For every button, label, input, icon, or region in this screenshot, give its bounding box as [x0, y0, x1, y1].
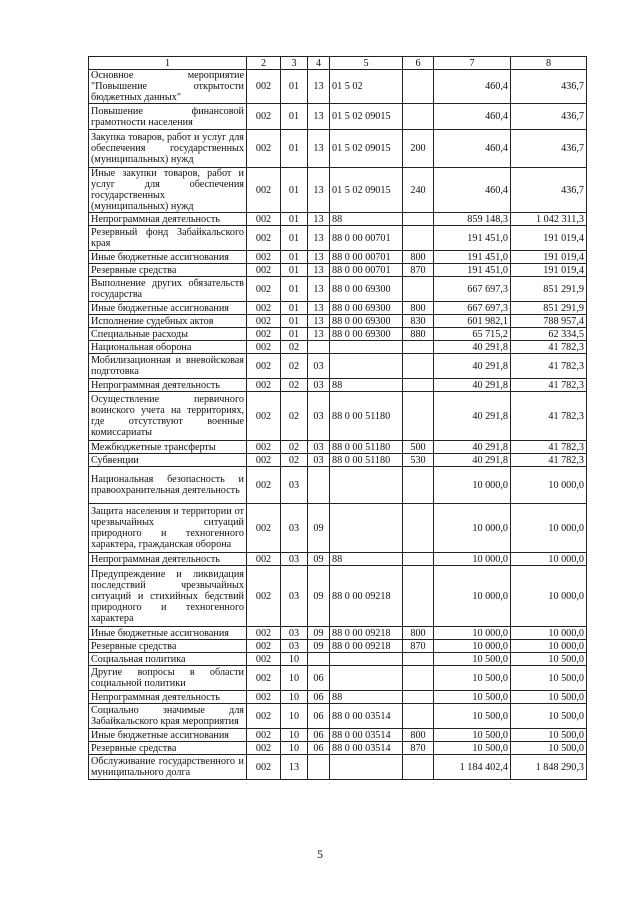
amount-col7: 10 500,0	[434, 653, 511, 666]
item-name: Резервные средства	[89, 742, 247, 755]
code-expense-type	[403, 341, 434, 354]
code-target: 88 0 00 69300	[330, 328, 403, 341]
code-expense-type: 870	[403, 742, 434, 755]
code-target: 88 0 00 09218	[330, 566, 403, 627]
code-admin: 002	[247, 441, 281, 454]
amount-col8: 191 019,4	[511, 251, 587, 264]
item-name: Непрограммная деятельность	[89, 379, 247, 392]
code-admin: 002	[247, 704, 281, 729]
code-target: 88	[330, 553, 403, 566]
amount-col7: 40 291,8	[434, 441, 511, 454]
amount-col7: 40 291,8	[434, 379, 511, 392]
code-target	[330, 467, 403, 504]
amount-col7: 10 000,0	[434, 467, 511, 504]
table-row	[89, 704, 587, 729]
code-subsection: 13	[308, 213, 330, 226]
code-target: 88 0 00 51180	[330, 454, 403, 467]
amount-col7: 65 715,2	[434, 328, 511, 341]
item-name: Иные бюджетные ассигнования	[89, 729, 247, 742]
code-expense-type	[403, 704, 434, 729]
table-row	[89, 640, 587, 653]
code-admin: 002	[247, 755, 281, 780]
code-target: 88 0 00 03514	[330, 704, 403, 729]
amount-col7: 10 500,0	[434, 704, 511, 729]
code-subsection: 06	[308, 691, 330, 704]
code-admin: 002	[247, 213, 281, 226]
code-expense-type	[403, 104, 434, 130]
code-target: 88	[330, 691, 403, 704]
code-subsection	[308, 653, 330, 666]
item-name: Исполнение судебных актов	[89, 315, 247, 328]
code-target: 88 0 00 03514	[330, 742, 403, 755]
code-subsection: 13	[308, 226, 330, 251]
code-expense-type	[403, 666, 434, 691]
amount-col8: 41 782,3	[511, 354, 587, 379]
item-name: Иные бюджетные ассигнования	[89, 627, 247, 640]
item-name: Иные бюджетные ассигнования	[89, 251, 247, 264]
amount-col7: 460,4	[434, 104, 511, 130]
amount-col8: 41 782,3	[511, 341, 587, 354]
amount-col7: 10 000,0	[434, 553, 511, 566]
item-name: Социально значимые для Забайкальского края мероприятия	[89, 704, 247, 729]
code-admin: 002	[247, 666, 281, 691]
column-header: 3	[281, 57, 308, 70]
code-admin: 002	[247, 729, 281, 742]
code-target: 01 5 02 09015	[330, 104, 403, 130]
table-row	[89, 341, 587, 354]
code-section: 01	[281, 70, 308, 104]
code-subsection: 13	[308, 168, 330, 213]
code-section: 10	[281, 691, 308, 704]
code-expense-type: 500	[403, 441, 434, 454]
table-row	[89, 328, 587, 341]
item-name: Основное мероприятие "Повышение открытости бюджетных данных"	[89, 70, 247, 104]
item-name: Повышение финансовой грамотности населения	[89, 104, 247, 130]
code-target: 88 0 00 00701	[330, 264, 403, 277]
amount-col8: 10 000,0	[511, 553, 587, 566]
code-target: 88 0 00 03514	[330, 729, 403, 742]
amount-col8: 10 500,0	[511, 704, 587, 729]
code-section: 03	[281, 467, 308, 504]
code-section: 02	[281, 341, 308, 354]
amount-col8: 10 000,0	[511, 504, 587, 553]
table-row	[89, 742, 587, 755]
code-admin: 002	[247, 553, 281, 566]
code-section: 01	[281, 104, 308, 130]
column-header: 5	[330, 57, 403, 70]
amount-col8: 41 782,3	[511, 441, 587, 454]
code-expense-type	[403, 354, 434, 379]
item-name: Обслуживание государственного и муниципального долга	[89, 755, 247, 780]
code-expense-type: 870	[403, 264, 434, 277]
code-subsection: 13	[308, 328, 330, 341]
code-target: 01 5 02 09015	[330, 168, 403, 213]
amount-col7: 10 000,0	[434, 640, 511, 653]
item-name: Другие вопросы в области социальной политики	[89, 666, 247, 691]
code-admin: 002	[247, 130, 281, 168]
column-header: 7	[434, 57, 511, 70]
item-name: Выполнение других обязательств государства	[89, 277, 247, 302]
code-expense-type	[403, 70, 434, 104]
table-row	[89, 441, 587, 454]
table-row	[89, 302, 587, 315]
code-subsection: 13	[308, 264, 330, 277]
table-row	[89, 379, 587, 392]
amount-col8: 191 019,4	[511, 226, 587, 251]
amount-col8: 10 500,0	[511, 691, 587, 704]
table-row	[89, 264, 587, 277]
code-subsection: 09	[308, 566, 330, 627]
amount-col8: 436,7	[511, 130, 587, 168]
amount-col7: 40 291,8	[434, 454, 511, 467]
item-name: Национальная безопасность и правоохранительная деятельность	[89, 467, 247, 504]
amount-col8: 436,7	[511, 104, 587, 130]
table-row	[89, 553, 587, 566]
page-number: 5	[317, 847, 323, 861]
code-section: 10	[281, 666, 308, 691]
amount-col8: 788 957,4	[511, 315, 587, 328]
code-subsection: 03	[308, 392, 330, 441]
code-expense-type	[403, 691, 434, 704]
item-name: Национальная оборона	[89, 341, 247, 354]
item-name: Резервные средства	[89, 640, 247, 653]
amount-col7: 40 291,8	[434, 354, 511, 379]
code-subsection: 03	[308, 379, 330, 392]
amount-col8: 10 500,0	[511, 742, 587, 755]
code-subsection: 13	[308, 302, 330, 315]
table-body	[89, 70, 587, 780]
code-admin: 002	[247, 653, 281, 666]
code-subsection: 06	[308, 729, 330, 742]
item-name: Иные закупки товаров, работ и услуг для обеспечения государственных (муниципальных) нужд	[89, 168, 247, 213]
code-admin: 002	[247, 315, 281, 328]
amount-col7: 10 500,0	[434, 729, 511, 742]
code-target: 88 0 00 51180	[330, 392, 403, 441]
amount-col7: 460,4	[434, 168, 511, 213]
code-subsection: 13	[308, 251, 330, 264]
code-section: 01	[281, 302, 308, 315]
amount-col8: 10 000,0	[511, 640, 587, 653]
code-admin: 002	[247, 104, 281, 130]
code-admin: 002	[247, 341, 281, 354]
column-header: 6	[403, 57, 434, 70]
amount-col7: 10 000,0	[434, 566, 511, 627]
table-row	[89, 653, 587, 666]
code-section: 02	[281, 354, 308, 379]
code-subsection: 13	[308, 315, 330, 328]
code-section: 02	[281, 441, 308, 454]
code-admin: 002	[247, 454, 281, 467]
table-row	[89, 729, 587, 742]
item-name: Иные бюджетные ассигнования	[89, 302, 247, 315]
code-section: 01	[281, 213, 308, 226]
amount-col8: 41 782,3	[511, 454, 587, 467]
code-subsection: 06	[308, 742, 330, 755]
code-expense-type: 800	[403, 729, 434, 742]
item-name: Непрограммная деятельность	[89, 553, 247, 566]
amount-col7: 10 500,0	[434, 666, 511, 691]
amount-col8: 1 042 311,3	[511, 213, 587, 226]
code-target: 88 0 00 51180	[330, 441, 403, 454]
item-name: Непрограммная деятельность	[89, 213, 247, 226]
code-admin: 002	[247, 354, 281, 379]
code-expense-type: 800	[403, 302, 434, 315]
item-name: Резервный фонд Забайкальского края	[89, 226, 247, 251]
code-expense-type	[403, 553, 434, 566]
code-expense-type	[403, 653, 434, 666]
item-name: Предупреждение и ликвидация последствий чрезвычайных ситуаций и стихийных бедствий природного и техногенного характера	[89, 566, 247, 627]
table-row	[89, 104, 587, 130]
amount-col8: 62 334,5	[511, 328, 587, 341]
amount-col8: 851 291,9	[511, 302, 587, 315]
code-subsection: 13	[308, 130, 330, 168]
code-expense-type	[403, 755, 434, 780]
item-name: Осуществление первичного воинского учета на территориях, где отсутствуют военные комиссариаты	[89, 392, 247, 441]
code-section: 03	[281, 640, 308, 653]
code-subsection	[308, 341, 330, 354]
code-target	[330, 504, 403, 553]
code-section: 03	[281, 504, 308, 553]
code-subsection: 03	[308, 441, 330, 454]
amount-col8: 10 000,0	[511, 566, 587, 627]
code-admin: 002	[247, 277, 281, 302]
table-row	[89, 467, 587, 504]
code-target	[330, 666, 403, 691]
code-section: 02	[281, 379, 308, 392]
amount-col7: 191 451,0	[434, 251, 511, 264]
code-expense-type	[403, 392, 434, 441]
code-subsection: 09	[308, 504, 330, 553]
code-expense-type: 200	[403, 130, 434, 168]
code-section: 10	[281, 653, 308, 666]
code-expense-type	[403, 566, 434, 627]
code-admin: 002	[247, 392, 281, 441]
item-name: Непрограммная деятельность	[89, 691, 247, 704]
code-admin: 002	[247, 226, 281, 251]
code-section: 01	[281, 277, 308, 302]
amount-col8: 436,7	[511, 168, 587, 213]
amount-col8: 10 500,0	[511, 666, 587, 691]
table-row	[89, 315, 587, 328]
item-name: Мобилизационная и вневойсковая подготовка	[89, 354, 247, 379]
code-section: 01	[281, 315, 308, 328]
code-section: 01	[281, 251, 308, 264]
code-expense-type	[403, 379, 434, 392]
code-target: 01 5 02	[330, 70, 403, 104]
table-row	[89, 454, 587, 467]
code-target: 88	[330, 213, 403, 226]
code-admin: 002	[247, 70, 281, 104]
code-section: 03	[281, 566, 308, 627]
table-row	[89, 213, 587, 226]
amount-col8: 851 291,9	[511, 277, 587, 302]
code-target: 88 0 00 09218	[330, 640, 403, 653]
code-subsection: 06	[308, 704, 330, 729]
column-header: 8	[511, 57, 587, 70]
code-admin: 002	[247, 467, 281, 504]
table-row	[89, 226, 587, 251]
amount-col7: 40 291,8	[434, 341, 511, 354]
table-row	[89, 755, 587, 780]
table-row	[89, 70, 587, 104]
column-header: 1	[89, 57, 247, 70]
amount-col7: 460,4	[434, 130, 511, 168]
amount-col8: 10 000,0	[511, 627, 587, 640]
code-subsection: 06	[308, 666, 330, 691]
code-target: 88	[330, 379, 403, 392]
amount-col7: 10 000,0	[434, 504, 511, 553]
item-name: Резервные средства	[89, 264, 247, 277]
code-subsection: 09	[308, 553, 330, 566]
code-subsection	[308, 467, 330, 504]
amount-col7: 460,4	[434, 70, 511, 104]
column-header: 4	[308, 57, 330, 70]
code-subsection	[308, 755, 330, 780]
code-section: 01	[281, 264, 308, 277]
code-admin: 002	[247, 640, 281, 653]
code-subsection: 03	[308, 454, 330, 467]
item-name: Защита населения и территории от чрезвычайных ситуаций природного и техногенного характера, гражданская оборона	[89, 504, 247, 553]
table-row	[89, 504, 587, 553]
amount-col7: 601 982,1	[434, 315, 511, 328]
code-section: 02	[281, 454, 308, 467]
amount-col8: 10 500,0	[511, 729, 587, 742]
amount-col7: 667 697,3	[434, 277, 511, 302]
code-admin: 002	[247, 627, 281, 640]
code-section: 01	[281, 328, 308, 341]
table-row	[89, 666, 587, 691]
amount-col7: 10 000,0	[434, 627, 511, 640]
code-subsection: 09	[308, 640, 330, 653]
code-admin: 002	[247, 302, 281, 315]
code-section: 01	[281, 168, 308, 213]
amount-col8: 41 782,3	[511, 392, 587, 441]
code-target: 88 0 00 69300	[330, 277, 403, 302]
column-header: 2	[247, 57, 281, 70]
code-expense-type	[403, 213, 434, 226]
table-row	[89, 277, 587, 302]
code-section: 10	[281, 704, 308, 729]
table-row	[89, 627, 587, 640]
code-admin: 002	[247, 691, 281, 704]
code-admin: 002	[247, 251, 281, 264]
amount-col7: 40 291,8	[434, 392, 511, 441]
code-section: 03	[281, 627, 308, 640]
code-expense-type: 240	[403, 168, 434, 213]
code-section: 01	[281, 226, 308, 251]
table-row	[89, 251, 587, 264]
code-section: 10	[281, 729, 308, 742]
code-expense-type: 830	[403, 315, 434, 328]
code-target: 01 5 02 09015	[330, 130, 403, 168]
amount-col8: 41 782,3	[511, 379, 587, 392]
amount-col8: 1 848 290,3	[511, 755, 587, 780]
amount-col7: 667 697,3	[434, 302, 511, 315]
code-admin: 002	[247, 328, 281, 341]
code-target	[330, 653, 403, 666]
header-row	[89, 57, 587, 70]
amount-col7: 10 500,0	[434, 691, 511, 704]
code-expense-type	[403, 277, 434, 302]
code-target	[330, 341, 403, 354]
amount-col8: 10 000,0	[511, 467, 587, 504]
code-target	[330, 755, 403, 780]
table-row	[89, 354, 587, 379]
table-row	[89, 130, 587, 168]
code-expense-type: 530	[403, 454, 434, 467]
code-target	[330, 354, 403, 379]
code-admin: 002	[247, 168, 281, 213]
code-admin: 002	[247, 742, 281, 755]
code-admin: 002	[247, 566, 281, 627]
code-subsection: 03	[308, 354, 330, 379]
budget-table	[88, 56, 587, 780]
code-section: 03	[281, 553, 308, 566]
code-target: 88 0 00 69300	[330, 302, 403, 315]
amount-col7: 859 148,3	[434, 213, 511, 226]
table-row	[89, 168, 587, 213]
code-expense-type: 880	[403, 328, 434, 341]
table-row	[89, 691, 587, 704]
code-expense-type: 800	[403, 627, 434, 640]
code-target: 88 0 00 09218	[330, 627, 403, 640]
amount-col7: 10 500,0	[434, 742, 511, 755]
item-name: Межбюджетные трансферты	[89, 441, 247, 454]
item-name: Социальная политика	[89, 653, 247, 666]
code-subsection: 13	[308, 70, 330, 104]
code-expense-type	[403, 504, 434, 553]
amount-col7: 191 451,0	[434, 264, 511, 277]
code-target: 88 0 00 00701	[330, 226, 403, 251]
code-section: 01	[281, 130, 308, 168]
code-target: 88 0 00 00701	[330, 251, 403, 264]
code-section: 02	[281, 392, 308, 441]
code-expense-type: 800	[403, 251, 434, 264]
item-name: Закупка товаров, работ и услуг для обеспечения государственных (муниципальных) нужд	[89, 130, 247, 168]
code-admin: 002	[247, 379, 281, 392]
amount-col8: 191 019,4	[511, 264, 587, 277]
code-admin: 002	[247, 264, 281, 277]
amount-col7: 191 451,0	[434, 226, 511, 251]
item-name: Специальные расходы	[89, 328, 247, 341]
table-row	[89, 392, 587, 441]
code-admin: 002	[247, 504, 281, 553]
code-expense-type	[403, 226, 434, 251]
code-subsection: 09	[308, 627, 330, 640]
code-expense-type	[403, 467, 434, 504]
amount-col8: 436,7	[511, 70, 587, 104]
item-name: Субвенции	[89, 454, 247, 467]
code-section: 13	[281, 755, 308, 780]
code-expense-type: 870	[403, 640, 434, 653]
code-subsection: 13	[308, 277, 330, 302]
code-target: 88 0 00 69300	[330, 315, 403, 328]
table-row	[89, 566, 587, 627]
amount-col7: 1 184 402,4	[434, 755, 511, 780]
code-section: 10	[281, 742, 308, 755]
amount-col8: 10 500,0	[511, 653, 587, 666]
code-subsection: 13	[308, 104, 330, 130]
